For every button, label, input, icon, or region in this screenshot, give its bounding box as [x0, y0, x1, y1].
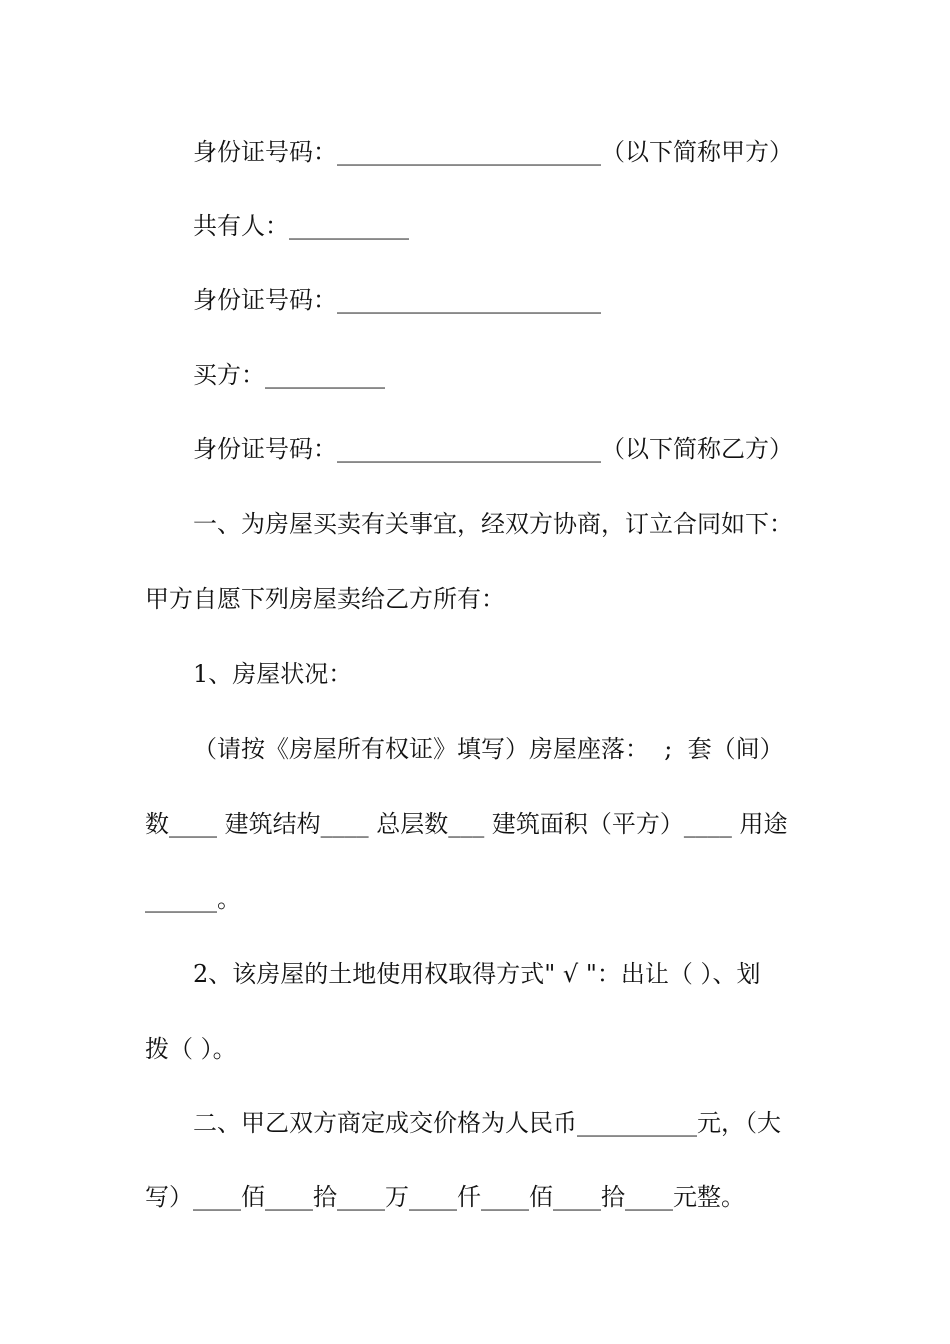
clause-one-text: 甲方自愿下列房屋卖给乙方所有： [145, 585, 505, 613]
property-status-line-1: （请按《房屋所有权证》填写）房屋座落： ; 套（间） [193, 735, 784, 763]
buyer-id-line: 身份证号码：______________________（以下简称乙方） [193, 435, 793, 463]
co-owner-id-line: 身份证号码：______________________ [193, 286, 601, 314]
land-use-line-2: 拨（ ）。 [145, 1035, 237, 1063]
price-line-1: 二、甲乙双方商定成交价格为人民币__________元，（大 [193, 1109, 781, 1137]
buyer-line: 买方：__________ [193, 361, 385, 389]
property-status-heading: 1、房屋状况： [193, 660, 353, 688]
co-owner-line: 共有人：__________ [193, 212, 409, 240]
price-line-2: 写）____佰____拾____万____仟____佰____拾____元整。 [145, 1183, 745, 1211]
property-status-line-3: ______。 [145, 885, 241, 913]
land-use-line-1: 2、该房屋的土地使用权取得方式" √ "：出让（ ）、划 [193, 960, 761, 988]
clause-one-heading: 一、为房屋买卖有关事宜，经双方协商，订立合同如下： [193, 510, 793, 538]
seller-id-line: 身份证号码：______________________（以下简称甲方） [193, 138, 793, 166]
property-status-line-2: 数____ 建筑结构____ 总层数___ 建筑面积（平方）____ 用途 [145, 810, 788, 838]
